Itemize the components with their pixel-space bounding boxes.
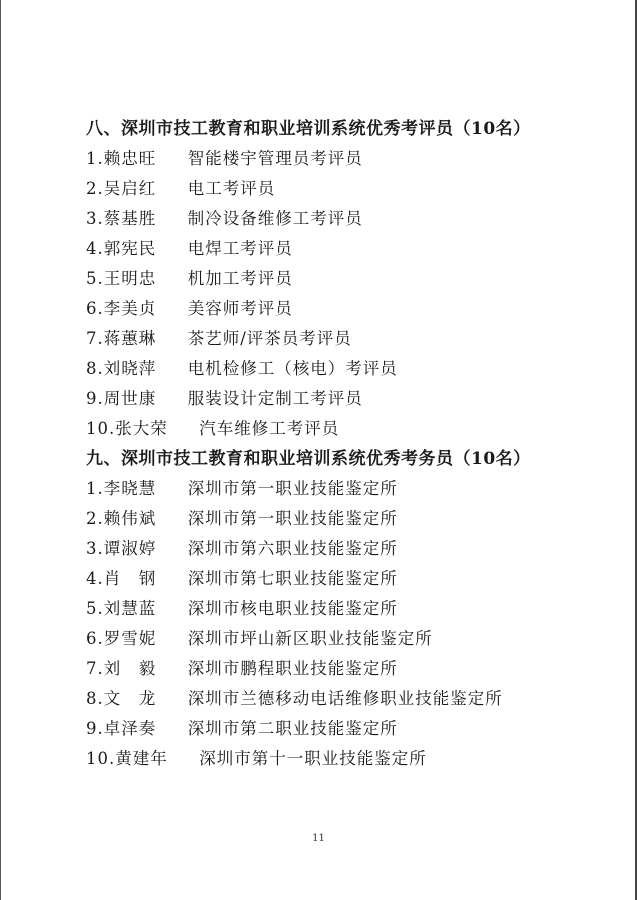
person-name: 蒋蕙琳 [103,329,157,348]
person-name: 赖忠旺 [103,149,157,168]
item-description: 制冷设备维修工考评员 [187,209,363,228]
person-name: 周世康 [103,389,157,408]
item-number: 2. [86,509,104,528]
item-description: 茶艺师/评茶员考评员 [187,329,352,348]
item-description: 机加工考评员 [187,269,293,288]
item-description: 深圳市第六职业技能鉴定所 [187,539,398,558]
examiners-list [86,144,606,444]
item-number: 8. [86,359,104,378]
section-heading-exam-staff: 九、深圳市技工教育和职业培训系统优秀考务员（10名） [86,449,531,469]
person-name: 李晓慧 [103,479,157,498]
item-number: 4. [86,569,104,588]
person-name: 王明忠 [103,269,157,288]
list-item [86,264,606,294]
item-number: 3. [86,209,104,228]
item-description: 深圳市第七职业技能鉴定所 [187,569,398,588]
section-heading-examiners: 八、深圳市技工教育和职业培训系统优秀考评员（10名） [86,119,531,139]
item-number: 6. [86,629,104,648]
item-number: 1. [86,479,104,498]
item-description: 美容师考评员 [187,299,293,318]
list-item [86,354,606,384]
list-item [86,294,606,324]
item-number: 7. [86,659,104,678]
list-item [86,144,606,174]
list-item [86,534,606,564]
item-description: 深圳市坪山新区职业技能鉴定所 [187,629,433,648]
item-description: 电焊工考评员 [187,239,293,258]
person-name: 卓泽奏 [103,719,157,738]
item-number: 2. [86,179,104,198]
person-name: 吴启红 [103,179,157,198]
list-item [86,564,606,594]
person-name: 肖 钢 [103,569,157,588]
list-item [86,474,606,504]
person-name: 刘慧蓝 [103,599,157,618]
item-description: 智能楼宇管理员考评员 [187,149,363,168]
list-item [86,744,606,774]
person-name: 刘 毅 [103,659,157,678]
list-item [86,204,606,234]
item-number: 10. [86,419,116,438]
person-name: 蔡基胜 [103,209,157,228]
list-item [86,174,606,204]
item-number: 3. [86,539,104,558]
item-number: 1. [86,149,104,168]
list-item [86,654,606,684]
item-description: 深圳市核电职业技能鉴定所 [187,599,398,618]
item-number: 10. [86,749,116,768]
item-number: 8. [86,689,104,708]
item-description: 深圳市第一职业技能鉴定所 [187,479,398,498]
person-name: 文 龙 [103,689,157,708]
document-body [86,114,606,774]
item-number: 6. [86,299,104,318]
list-item [86,414,606,444]
person-name: 刘晓萍 [103,359,157,378]
page-edge-left [0,0,1,900]
person-name: 黄建年 [115,749,168,768]
item-description: 深圳市第一职业技能鉴定所 [187,509,398,528]
item-description: 服装设计定制工考评员 [187,389,363,408]
person-name: 张大荣 [115,419,168,438]
list-item [86,384,606,414]
person-name: 赖伟斌 [103,509,157,528]
item-description: 电工考评员 [187,179,276,198]
item-description: 深圳市鹏程职业技能鉴定所 [187,659,398,678]
exam-staff-list [86,474,606,774]
item-number: 5. [86,269,104,288]
list-item [86,234,606,264]
item-number: 9. [86,719,104,738]
list-item [86,714,606,744]
item-number: 5. [86,599,104,618]
person-name: 李美贞 [103,299,157,318]
item-description: 汽车维修工考评员 [199,419,340,438]
item-description: 深圳市第十一职业技能鉴定所 [199,749,427,768]
page-number: 11 [312,833,325,844]
person-name: 郭宪民 [103,239,157,258]
item-description: 深圳市第二职业技能鉴定所 [187,719,398,738]
person-name: 谭淑婷 [103,539,157,558]
list-item [86,684,606,714]
item-description: 电机检修工（核电）考评员 [187,359,398,378]
item-number: 9. [86,389,104,408]
list-item [86,594,606,624]
item-number: 7. [86,329,104,348]
list-item [86,504,606,534]
item-number: 4. [86,239,104,258]
list-item [86,624,606,654]
list-item [86,324,606,354]
item-description: 深圳市兰德移动电话维修职业技能鉴定所 [187,689,503,708]
person-name: 罗雪妮 [103,629,157,648]
